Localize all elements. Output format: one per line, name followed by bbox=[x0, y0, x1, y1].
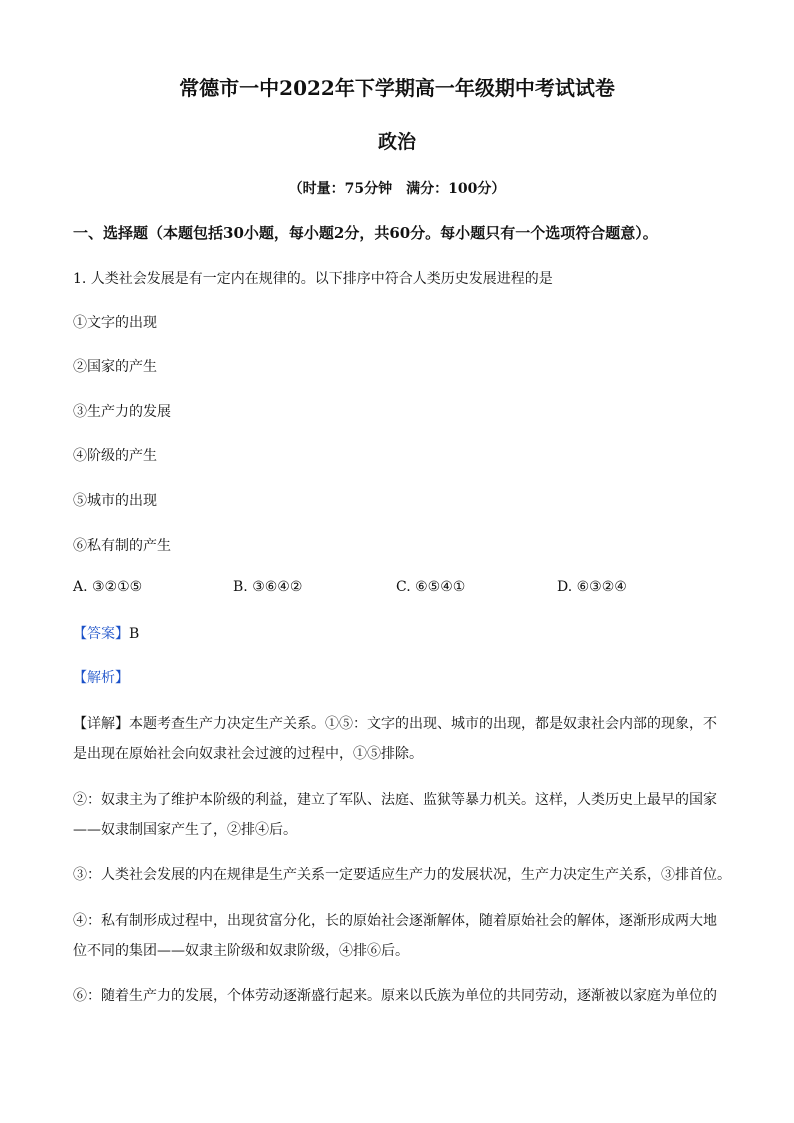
analysis-line bbox=[73, 667, 129, 687]
answer-value: B bbox=[129, 626, 140, 642]
question-item: ①文字的出现 bbox=[73, 315, 157, 331]
explanation-line bbox=[73, 713, 717, 733]
option-d: D. ⑥③②④ bbox=[557, 579, 627, 595]
question-item: ⑥私有制的产生 bbox=[73, 538, 171, 554]
section-heading: 一、选择题（本题包括30小题，每小题2分，共60分。每小题只有一个选项符合题意）。 bbox=[73, 224, 658, 242]
option-a: A. ③②①⑤ bbox=[73, 579, 143, 595]
explanation-line: 是出现在原始社会向奴隶社会过渡的过程中，①⑤排除。 bbox=[73, 746, 423, 762]
detail-label: 【详解】 bbox=[73, 716, 129, 732]
option-b: B. ③⑥④② bbox=[233, 579, 303, 595]
option-c: C. ⑥⑤④① bbox=[396, 579, 466, 595]
question-item: ④阶级的产生 bbox=[73, 448, 157, 464]
question-item: ②国家的产生 bbox=[73, 359, 157, 375]
analysis-label: 【解析】 bbox=[73, 670, 129, 686]
explanation-line: ⑥：随着生产力的发展，个体劳动逐渐盛行起来。原来以氏族为单位的共同劳动，逐渐被以家庭为单位的 bbox=[73, 988, 717, 1004]
question-stem: 1. 人类社会发展是有一定内在规律的。以下排序中符合人类历史发展进程的是 bbox=[73, 271, 553, 287]
explanation-line: ——奴隶制国家产生了，②排④后。 bbox=[73, 822, 297, 838]
explanation-line: 位不同的集团——奴隶主阶级和奴隶阶级，④排⑥后。 bbox=[73, 943, 409, 959]
explanation-line: ②：奴隶主为了维护本阶级的利益，建立了军队、法庭、监狱等暴力机关。这样，人类历史上最早的国家 bbox=[73, 792, 717, 808]
question-item: ⑤城市的出现 bbox=[73, 493, 157, 509]
explanation-line: ③：人类社会发展的内在规律是生产关系一定要适应生产力的发展状况，生产力决定生产关系，③排首位。 bbox=[73, 867, 731, 883]
explanation-line: ④：私有制形成过程中，出现贫富分化，长的原始社会逐渐解体，随着原始社会的解体，逐渐形成两大地 bbox=[73, 913, 717, 929]
answer-label: 【答案】 bbox=[73, 626, 129, 642]
exam-info: （时量：75分钟 满分：100分） bbox=[288, 181, 506, 197]
answer-line bbox=[73, 623, 139, 643]
exam-title: 常德市一中2022年下学期高一年级期中考试试卷 bbox=[179, 76, 615, 100]
question-item: ③生产力的发展 bbox=[73, 404, 171, 420]
subject-title: 政治 bbox=[377, 131, 416, 153]
explanation-text: 本题考查生产力决定生产关系。①⑤：文字的出现、城市的出现，都是奴隶社会内部的现象，不 bbox=[129, 716, 717, 732]
